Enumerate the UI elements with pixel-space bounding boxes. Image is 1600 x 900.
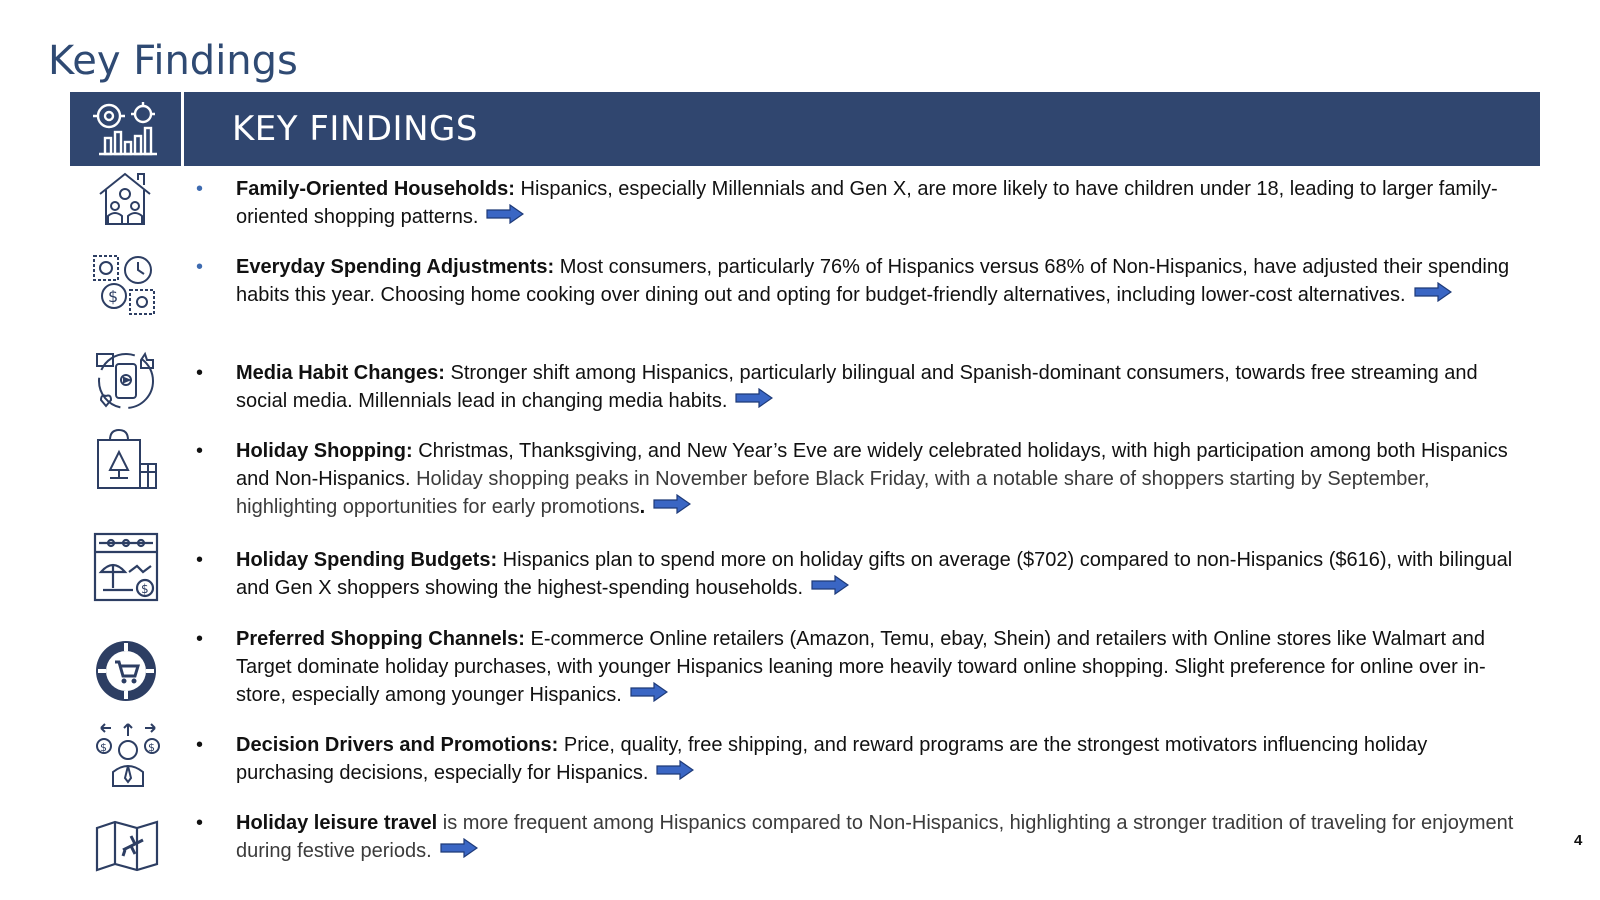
right-arrow-icon — [656, 760, 694, 788]
bullet: • — [196, 178, 204, 200]
finding-media-habits — [236, 359, 1526, 416]
svg-text:$: $ — [100, 741, 107, 754]
bullet: • — [196, 812, 204, 834]
bullet: • — [196, 549, 204, 571]
finding-extra: Holiday shopping peaks in November before Black Friday, with a notable share of shoppers starting by September, highlighting opportunities for early promotions — [236, 468, 1430, 518]
svg-text:$: $ — [148, 741, 155, 754]
right-arrow-icon — [735, 388, 773, 416]
finding-leisure-travel — [236, 809, 1526, 866]
page-title: Key Findings — [48, 38, 298, 84]
media-phone-icon — [95, 350, 157, 412]
finding-decision-drivers — [236, 731, 1526, 788]
right-arrow-icon — [811, 575, 849, 603]
finding-body: is more frequent among Hispanics compared to Non-Hispanics, highlighting a stronger tradition of traveling for enjoyment during festive periods. — [236, 812, 1514, 862]
svg-text:$: $ — [108, 287, 119, 306]
svg-text:$: $ — [141, 582, 149, 596]
finding-end: . — [639, 496, 646, 518]
finding-body: Stronger shift among Hispanics, particularly bilingual and Spanish-dominant consumers, towards free streaming and social media. Millennials lead in changing media habits. — [236, 362, 1478, 412]
holiday-shopping-icon — [96, 428, 158, 492]
page-number: 4 — [1574, 832, 1583, 849]
finding-shopping-channels — [236, 625, 1526, 710]
family-home-icon — [96, 170, 154, 226]
right-arrow-icon — [653, 494, 691, 522]
finding-holiday-shopping — [236, 437, 1526, 522]
right-arrow-icon — [486, 204, 524, 232]
banner-title: KEY FINDINGS — [232, 109, 478, 149]
bullet: • — [196, 440, 204, 462]
finding-family-households — [236, 175, 1526, 232]
bullet: • — [196, 256, 204, 278]
decision-person-icon — [95, 722, 161, 788]
finding-heading: Holiday leisure travel — [236, 812, 438, 834]
finding-heading: Family-Oriented Households: — [236, 178, 515, 200]
right-arrow-icon — [440, 838, 478, 866]
finding-everyday-spending — [236, 253, 1526, 310]
finding-body: Hispanics, especially Millennials and Gen X, are more likely to have children under 18, leading to larger family-oriented shopping patterns. — [236, 178, 1498, 228]
holiday-budget-calendar-icon — [93, 532, 159, 602]
travel-map-icon — [95, 820, 159, 872]
bullet: • — [196, 628, 204, 650]
finding-body: Price, quality, free shipping, and reward programs are the strongest motivators influencing holiday purchasing decisions, especially for Hispanics. — [236, 734, 1428, 784]
right-arrow-icon — [1414, 282, 1452, 310]
spending-settings-icon — [92, 254, 156, 316]
finding-heading: Holiday Spending Budgets: — [236, 549, 498, 571]
bullet: • — [196, 362, 204, 384]
bullet: • — [196, 734, 204, 756]
finding-body: Hispanics plan to spend more on holiday gifts on average ($702) compared to non-Hispanics ($616), with bilingual and Gen X shoppers showing the highest-spending households. — [236, 549, 1513, 599]
finding-holiday-budgets — [236, 546, 1526, 603]
right-arrow-icon — [630, 682, 668, 710]
finding-body: Most consumers, particularly 76% of Hispanics versus 68% of Non-Hispanics, have adjusted their spending habits this year. Choosing home cooking over dining out and opting for budget-friendly alternatives, including lower-cost alternatives. — [236, 256, 1510, 306]
finding-body: Christmas, Thanksgiving, and New Year’s Eve are widely celebrated holidays, with high participation among both Hispanics and Non-Hispanics. — [236, 440, 1508, 490]
finding-heading: Holiday Shopping: — [236, 440, 413, 462]
finding-heading: Preferred Shopping Channels: — [236, 628, 525, 650]
finding-body: E-commerce Online retailers (Amazon, Temu, ebay, Shein) and retailers with Online stores like Walmart and Target dominate holiday purchases, with younger Hispanics leaning more heavily toward online shopping. Slight preference for online over in-store, especially among younger Hispanics. — [236, 628, 1486, 706]
finding-heading: Everyday Spending Adjustments: — [236, 256, 555, 278]
finding-heading: Media Habit Changes: — [236, 362, 445, 384]
shopping-cart-icon — [95, 640, 157, 702]
finding-heading: Decision Drivers and Promotions: — [236, 734, 559, 756]
